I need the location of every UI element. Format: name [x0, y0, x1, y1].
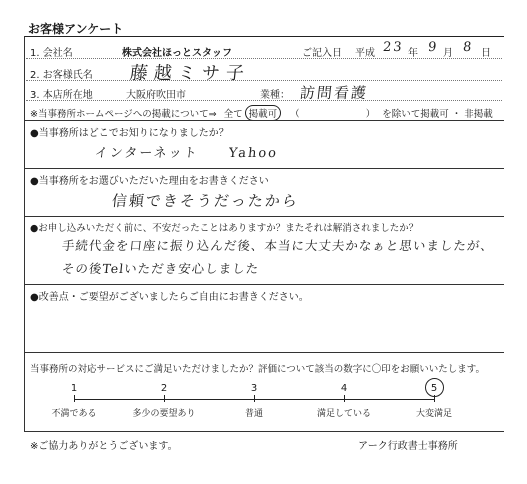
- name-value: 藤越ミサ子: [128, 63, 251, 84]
- consent-text-left: ※当事務所ホームページへの掲載について⇒: [30, 109, 217, 120]
- row3-line: [26, 100, 502, 101]
- rating-tick: [164, 395, 165, 402]
- company-value: 株式会社ほっとスタッフ: [122, 48, 232, 59]
- address-label: 3. 本店所在地: [30, 90, 93, 101]
- date-day-unit: 日: [481, 48, 491, 59]
- footer-office: アーク行政書士事務所: [358, 441, 458, 452]
- question-1: ●当事務所はどこでお知りになりましたか？: [30, 128, 229, 139]
- date-month: 9: [427, 40, 440, 55]
- q4-line: [24, 352, 504, 353]
- rating-label-5: 大変満足: [415, 409, 452, 419]
- rating-tick: [74, 395, 75, 402]
- date-month-unit: 月: [443, 48, 453, 59]
- consent-text-right: を除いて掲載可 ・ 非掲載: [382, 109, 493, 120]
- row1-line: [26, 58, 502, 59]
- survey-title: お客様アンケート: [28, 22, 124, 36]
- answer-2-line-1: 信頼できそうだったから: [111, 192, 300, 210]
- rating-option-4[interactable]: 4: [340, 383, 348, 394]
- consent-line: [24, 120, 504, 121]
- address-value: 大阪府吹田市: [126, 90, 186, 101]
- consent-row: [30, 105, 493, 121]
- date-day: 8: [462, 40, 475, 55]
- q1-line: [24, 168, 504, 169]
- q2-line: [24, 216, 504, 217]
- footer-thanks: ※ご協力ありがとうございます。: [30, 441, 178, 452]
- consent-paren-open: （: [290, 109, 300, 120]
- rating-label-2: 多少の要望あり: [132, 409, 196, 419]
- consent-all: 全て: [223, 109, 243, 120]
- question-2: ●当事務所をお選びいただいた理由をお書きください: [30, 176, 269, 187]
- date-label: ご記入日: [302, 48, 342, 59]
- rating-option-5[interactable]: 5: [430, 383, 438, 394]
- answer-3-line-1: 手続代金を口座に振り込んだ後、本当に大丈夫かなぁと思いましたが、: [61, 238, 495, 253]
- date-year: 23: [382, 40, 405, 55]
- rating-option-3[interactable]: 3: [250, 383, 258, 394]
- answer-1-line-1: インターネット Yahoo: [94, 146, 279, 161]
- consent-allowed-option[interactable]: 掲載可: [245, 105, 282, 121]
- industry-label: 業種：: [260, 90, 290, 101]
- company-label: 1. 会社名: [30, 48, 73, 59]
- name-label: 2. お客様氏名: [30, 70, 93, 81]
- left-border: [24, 36, 25, 431]
- q3-line: [24, 284, 504, 285]
- question-3: ●お申し込みいただく前に、不安だったことはありますか？またそれは解消されましたか？: [30, 223, 419, 234]
- consent-paren-close: ）: [365, 109, 376, 120]
- industry-value: 訪問看護: [299, 84, 369, 102]
- title-underline: [24, 36, 504, 37]
- date-year-unit: 年: [408, 48, 418, 59]
- answer-3-line-2: その後Telいただき安心しました: [61, 261, 261, 276]
- rating-label-1: 不満である: [51, 409, 97, 419]
- question-4: ●改善点・ご要望がございましたらご自由にお書きください。: [30, 292, 309, 303]
- rating-tick: [344, 395, 345, 402]
- date-era: 平成: [355, 48, 375, 59]
- row2-line: [26, 80, 502, 81]
- rating-question: 当事務所の対応サービスにご満足いただけましたか？評価について該当の数字に〇印をお願いいたします。: [30, 364, 486, 375]
- rating-selected-circle: [425, 378, 444, 397]
- footer-line: [24, 431, 504, 432]
- rating-option-1[interactable]: 1: [70, 383, 78, 394]
- rating-label-3: 普通: [244, 409, 263, 419]
- rating-option-2[interactable]: 2: [160, 383, 168, 394]
- rating-tick: [254, 395, 255, 402]
- rating-label-4: 満足している: [316, 409, 371, 419]
